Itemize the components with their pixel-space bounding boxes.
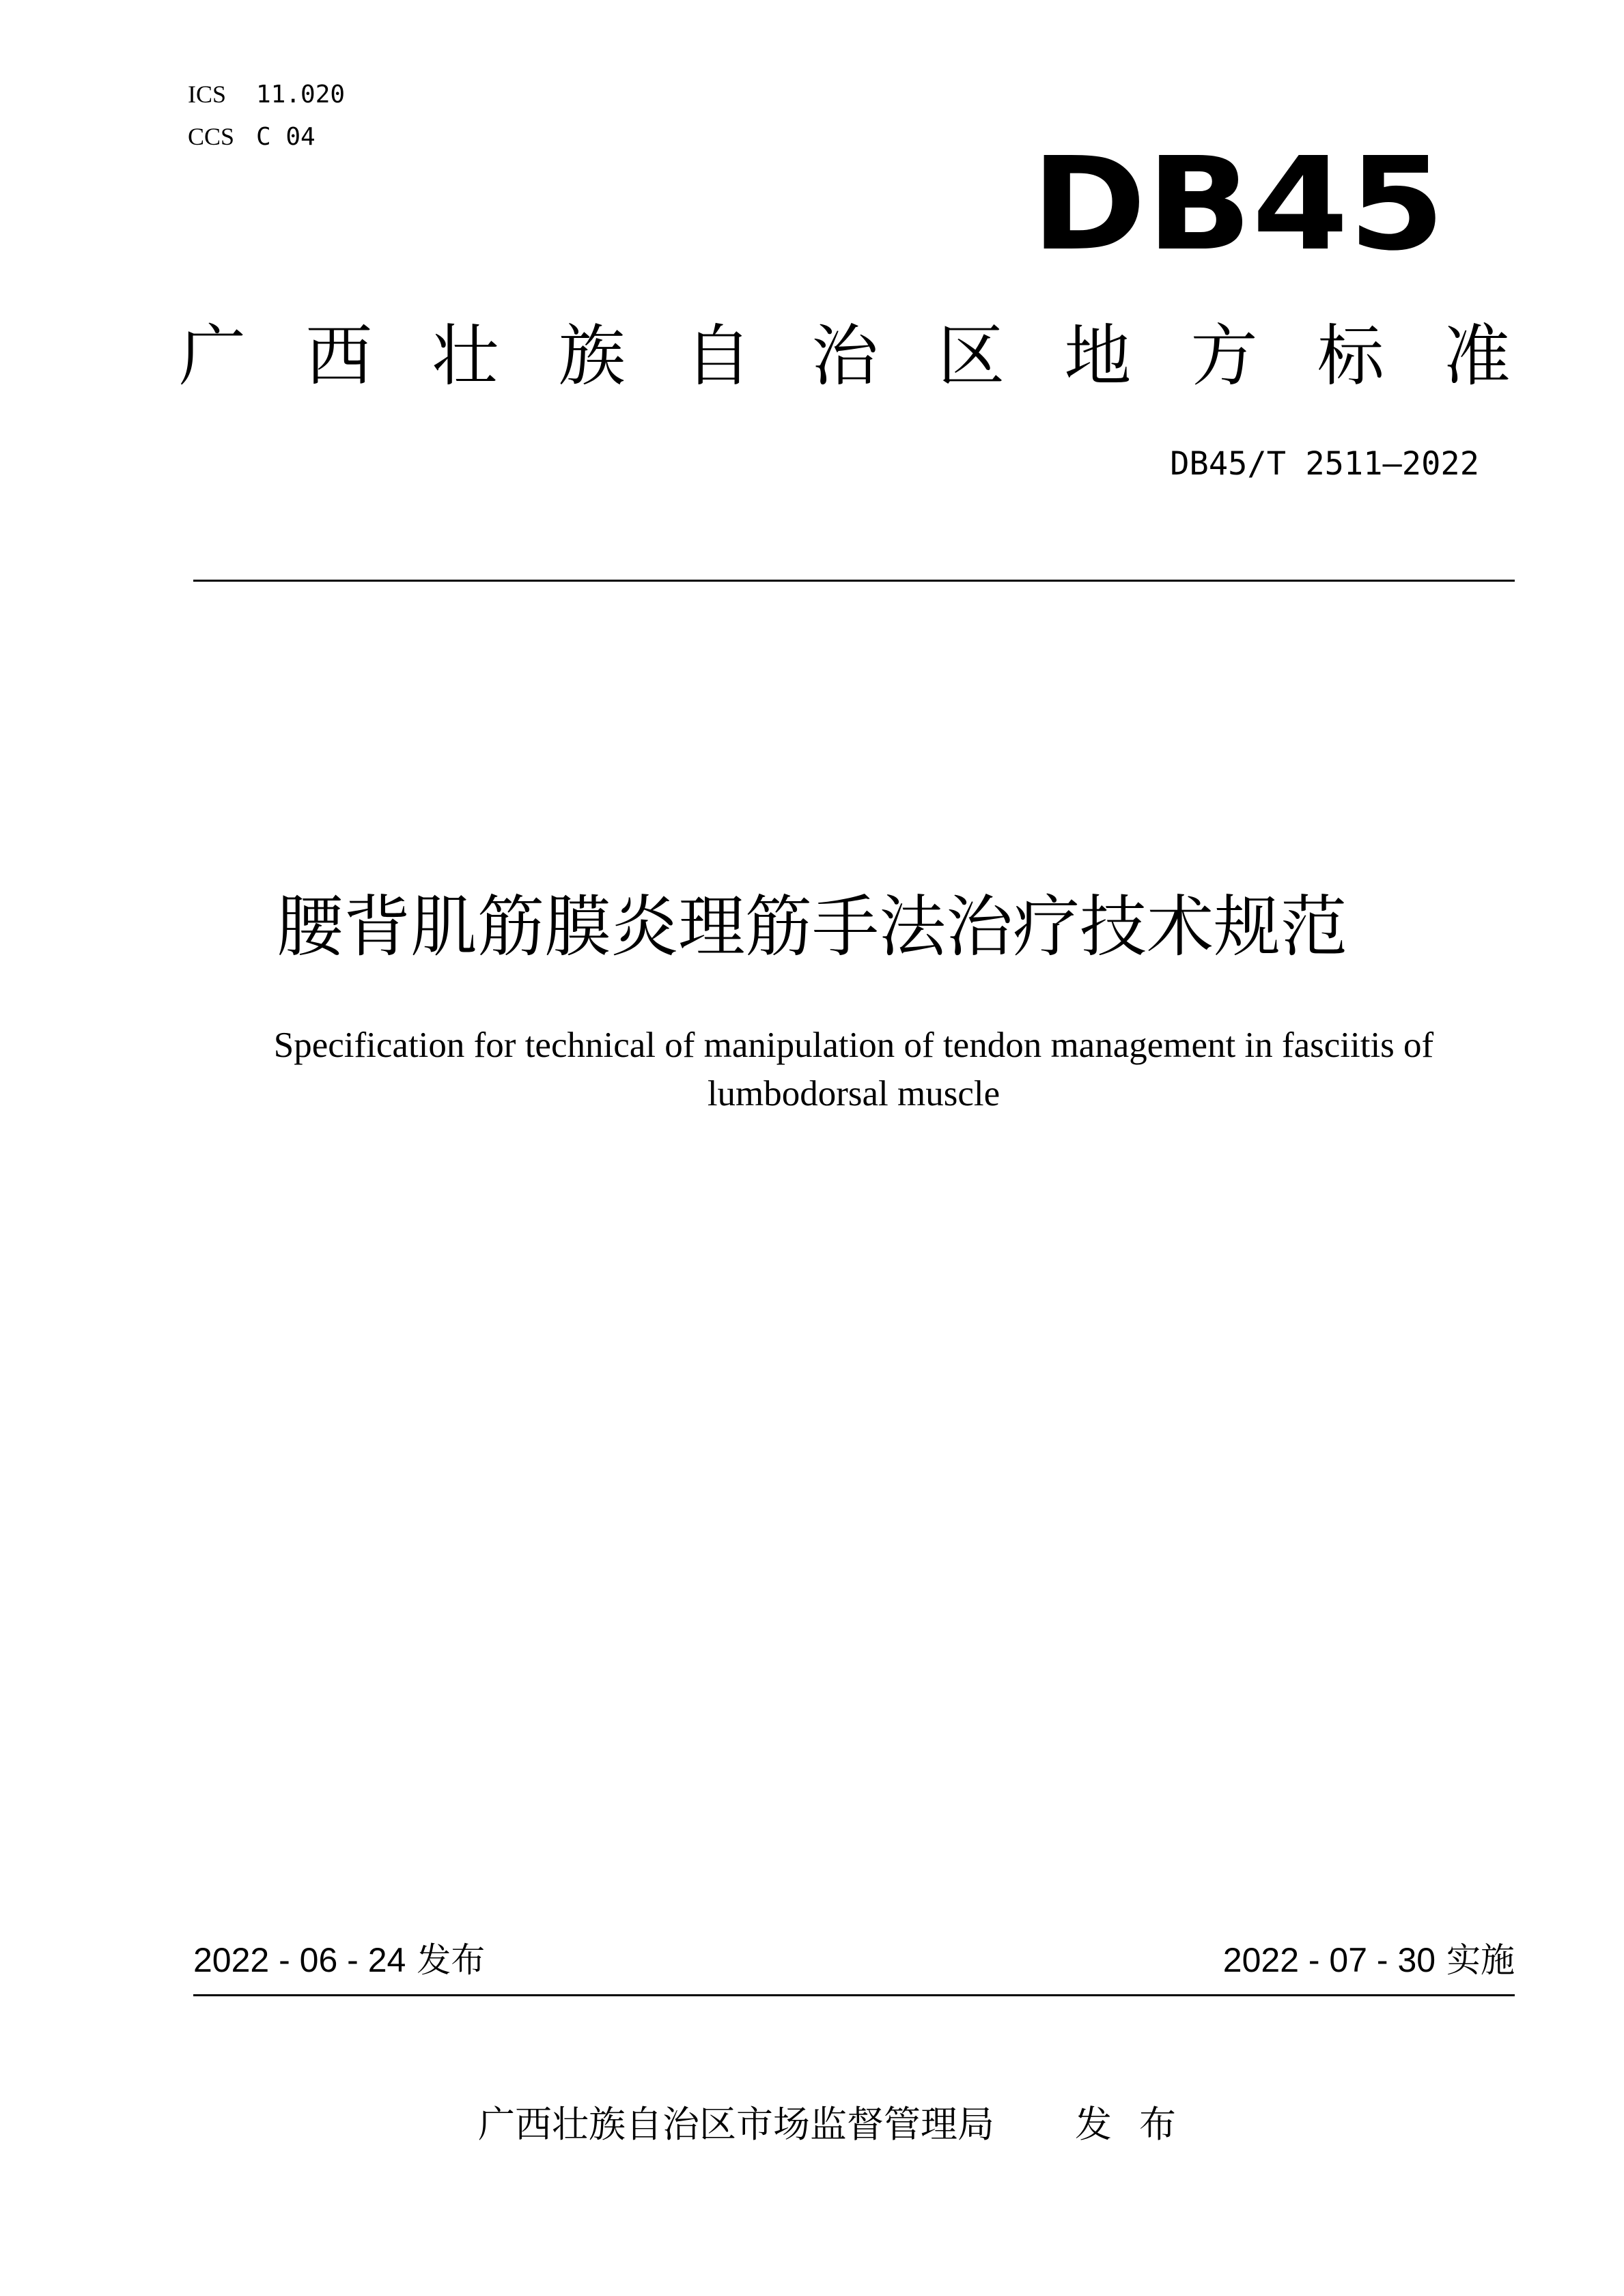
ccs-label: CCS (188, 123, 235, 150)
standard-type-char: 地 (1064, 317, 1132, 395)
standard-type-char: 西 (305, 317, 373, 395)
standard-type-char: 壮 (432, 317, 499, 395)
standard-type-char: 自 (684, 317, 752, 395)
standard-number: DB45/T 2511—2022 (1170, 445, 1479, 483)
standard-type-char: 族 (558, 317, 626, 395)
implementation-date-label: 实施 (1446, 1940, 1515, 1980)
issuing-authority (478, 2101, 1203, 2149)
standard-type-char: 标 (1317, 317, 1384, 395)
ccs-value: C 04 (256, 123, 316, 151)
top-divider (193, 580, 1515, 582)
title-chinese: 腰背肌筋膜炎理筋手法治疗技术规范 (276, 888, 1347, 966)
title-english-line-2: lumbodorsal muscle (707, 1074, 1000, 1114)
implementation-date-value: 2022 - 07 - 30 (1222, 1941, 1436, 1979)
ics-code (188, 79, 345, 110)
implementation-date (1223, 1938, 1515, 1983)
title-english-line-1: Specification for technical of manipulation of tendon management in fasciitis of (273, 1025, 1434, 1065)
issue-date-value: 2022 - 06 - 24 (193, 1941, 406, 1979)
issue-date (193, 1938, 485, 1983)
standard-type-char: 治 (811, 317, 878, 395)
bottom-divider (193, 1994, 1515, 1996)
standard-type-char: 广 (179, 317, 247, 395)
standard-type-char: 区 (938, 317, 1005, 395)
db45-logo: DB45 (1031, 130, 1445, 279)
standard-type-heading (179, 315, 1511, 397)
title-english (205, 1021, 1502, 1118)
issuer-name: 广西壮族自治区市场监督管理局 (478, 2103, 994, 2146)
standard-type-char: 准 (1443, 317, 1511, 395)
issuer-action: 发布 (1075, 2103, 1203, 2146)
standard-type-char: 方 (1190, 317, 1258, 395)
ics-value: 11.020 (256, 81, 346, 109)
issue-date-label: 发布 (417, 1940, 486, 1980)
ics-label: ICS (188, 81, 227, 108)
ccs-code (188, 122, 316, 152)
